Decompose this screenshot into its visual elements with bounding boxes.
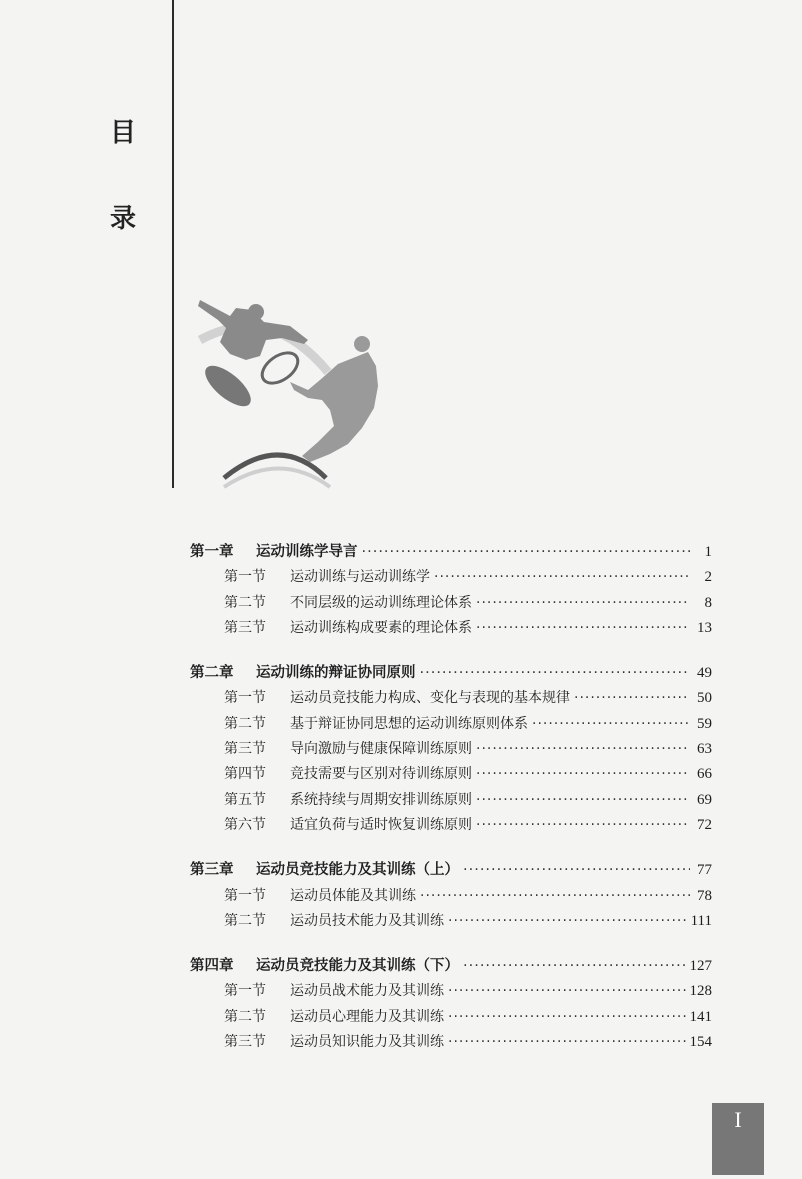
section-row[interactable] (190, 813, 712, 838)
chapter-page-number: 49 (697, 665, 712, 682)
section-row[interactable] (190, 686, 712, 711)
chapter-title: 运动员竞技能力及其训练（下） (256, 958, 459, 975)
dot-leader (434, 565, 690, 590)
section-title: 系统持续与周期安排训练原则 (290, 791, 472, 808)
section-page-number: 2 (704, 569, 712, 586)
section-title: 运动员心理能力及其训练 (290, 1008, 444, 1025)
decorative-arc-grey (224, 469, 330, 488)
section-number: 第一节 (224, 690, 266, 707)
chapter-number: 第一章 (190, 544, 234, 560)
section-number: 第二节 (224, 912, 266, 929)
chapter-block (190, 661, 712, 838)
section-row[interactable] (190, 909, 712, 934)
section-page-number: 66 (697, 766, 712, 783)
section-row[interactable] (190, 1030, 712, 1055)
dot-leader (448, 1030, 686, 1055)
section-title: 运动训练与运动训练学 (290, 569, 430, 586)
chapter-title: 运动员竞技能力及其训练（上） (256, 862, 459, 879)
section-row[interactable] (190, 737, 712, 762)
table-of-contents (190, 540, 712, 1075)
section-title: 运动员知识能力及其训练 (290, 1034, 444, 1051)
section-title: 适宜负荷与适时恢复训练原则 (290, 816, 472, 833)
dot-leader (532, 712, 690, 737)
section-number: 第一节 (224, 887, 266, 904)
section-row[interactable] (190, 788, 712, 813)
folio-box (712, 1103, 764, 1175)
chapter-row[interactable] (190, 661, 712, 686)
section-number: 第一节 (224, 983, 266, 1000)
chapter-block (190, 858, 712, 934)
dot-leader (476, 813, 690, 838)
section-number: 第三节 (224, 619, 266, 636)
heading-rule (172, 0, 174, 488)
dot-leader (362, 540, 691, 565)
section-row[interactable] (190, 616, 712, 641)
section-number: 第四节 (224, 766, 266, 783)
skateboarder-icon (198, 300, 308, 413)
section-page-number: 63 (697, 741, 712, 758)
chapter-number: 第三章 (190, 862, 234, 879)
section-title: 运动员体能及其训练 (290, 887, 416, 904)
chapter-page-number: 1 (704, 544, 712, 560)
chapter-row[interactable] (190, 954, 712, 979)
chapter-page-number: 77 (697, 862, 712, 879)
section-page-number: 72 (697, 816, 712, 833)
chapter-title: 运动训练学导言 (256, 544, 358, 560)
chapter-block (190, 954, 712, 1055)
sports-illustration (190, 282, 410, 492)
section-page-number: 154 (689, 1034, 712, 1051)
section-title: 不同层级的运动训练理论体系 (290, 594, 472, 611)
dot-leader (420, 661, 691, 686)
dot-leader (463, 954, 686, 979)
dot-leader (476, 788, 690, 813)
dot-leader (574, 686, 690, 711)
section-number: 第二节 (224, 1008, 266, 1025)
dot-leader (476, 737, 690, 762)
section-page-number: 141 (689, 1008, 712, 1025)
folio-number: I (734, 1107, 742, 1132)
dot-leader (476, 762, 690, 787)
chapter-title: 运动训练的辩证协同原则 (256, 665, 416, 682)
chapter-page-number: 127 (689, 958, 712, 975)
dot-leader (448, 979, 686, 1004)
section-number: 第二节 (224, 594, 266, 611)
section-row[interactable] (190, 591, 712, 616)
section-page-number: 50 (697, 690, 712, 707)
section-page-number: 13 (697, 619, 712, 636)
section-number: 第三节 (224, 1034, 266, 1051)
section-page-number: 69 (697, 791, 712, 808)
section-row[interactable] (190, 565, 712, 590)
chapter-number: 第四章 (190, 958, 234, 975)
heading-char-1: 目 (110, 118, 137, 148)
section-row[interactable] (190, 762, 712, 787)
section-page-number: 111 (690, 912, 712, 929)
chapter-row[interactable] (190, 540, 712, 565)
section-page-number: 78 (697, 887, 712, 904)
section-number: 第三节 (224, 741, 266, 758)
chapter-block (190, 540, 712, 641)
chapter-row[interactable] (190, 858, 712, 883)
dot-leader (476, 591, 690, 616)
section-title: 运动员战术能力及其训练 (290, 983, 444, 1000)
dot-leader (448, 1005, 686, 1030)
section-page-number: 59 (697, 715, 712, 732)
dot-leader (463, 858, 690, 883)
dot-leader (476, 616, 690, 641)
section-number: 第五节 (224, 791, 266, 808)
section-title: 导向激励与健康保障训练原则 (290, 741, 472, 758)
section-title: 基于辩证协同思想的运动训练原则体系 (290, 715, 528, 732)
heading-char-2: 录 (110, 204, 137, 234)
section-title: 竞技需要与区别对待训练原则 (290, 766, 472, 783)
section-number: 第六节 (224, 816, 266, 833)
dot-leader (420, 884, 690, 909)
dot-leader (448, 909, 687, 934)
section-page-number: 128 (689, 983, 712, 1000)
section-page-number: 8 (704, 594, 712, 611)
chapter-number: 第二章 (190, 665, 234, 682)
section-row[interactable] (190, 712, 712, 737)
section-title: 运动员技术能力及其训练 (290, 912, 444, 929)
section-title: 运动员竞技能力构成、变化与表现的基本规律 (290, 690, 570, 707)
section-row[interactable] (190, 979, 712, 1004)
section-title: 运动训练构成要素的理论体系 (290, 619, 472, 636)
section-row[interactable] (190, 1005, 712, 1030)
section-number: 第二节 (224, 715, 266, 732)
section-number: 第一节 (224, 569, 266, 586)
section-row[interactable] (190, 884, 712, 909)
